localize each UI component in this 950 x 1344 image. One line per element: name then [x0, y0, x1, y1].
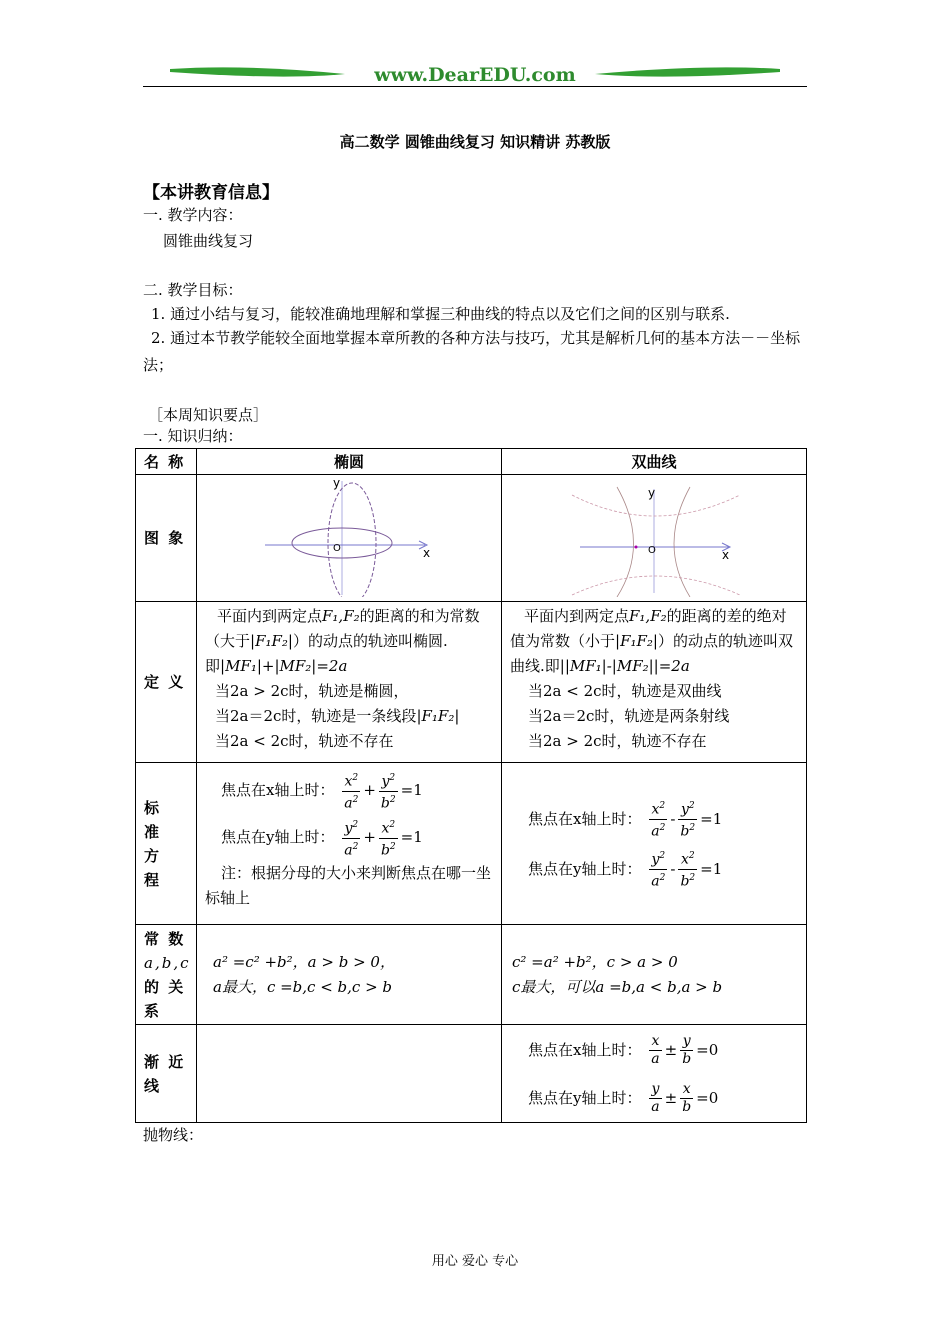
- hyper-rel-2: c最大，可以a =b,a < b,a > b: [512, 977, 723, 996]
- row-const-label-2: 的 关 系: [144, 977, 186, 1020]
- asym-x-label: 焦点在x轴上时：: [528, 1040, 642, 1059]
- ellipse-graph-cell: [197, 475, 502, 602]
- hyper-eq-x-label: 焦点在x轴上时：: [528, 809, 642, 828]
- ellipse-vertical: [328, 483, 376, 597]
- col-name: 名 称: [136, 449, 197, 475]
- table-row-equation: [136, 763, 807, 925]
- ellipse-eq-x: 焦点在x轴上时： $\frac{x^2}{a^2}$ + $\frac{y^2}{b^2}$ =1: [205, 767, 495, 813]
- hyper-def-text: [510, 604, 800, 679]
- y-label: y: [648, 486, 656, 500]
- frac-x2-a2: $\frac{x^2}{a^2}$: [649, 798, 667, 840]
- hyper-eq-x: 焦点在x轴上时： $\frac{x^2}{a^2}$ - $\frac{y^2}{b^2}$ =1: [528, 794, 800, 844]
- ellipse-case-3: 当2a < 2c时，轨迹不存在: [215, 732, 394, 750]
- table-row-asymptote: [136, 1025, 807, 1123]
- hyper-def-eq: ||MF₁|-|MF₂||=2a: [559, 657, 690, 675]
- hyperbola-upper-branch: [572, 495, 740, 516]
- frac-x2-b2: $\frac{x^2}{b^2}$: [678, 848, 697, 890]
- frac-x-b: $\frac{x}{b}$: [682, 1081, 692, 1115]
- ellipse-graph: [197, 475, 501, 597]
- origin-label: O: [648, 545, 656, 556]
- frac-x2-a2: $\frac{x^2}{a^2}$: [342, 770, 360, 812]
- row-const-label: [136, 925, 197, 1025]
- item2-heading: 二. 教学目标：: [143, 281, 243, 299]
- hyper-def-foci: F₁,F₂: [629, 607, 667, 625]
- asym-x: 焦点在x轴上时： $\frac{x}{a}$ ± $\frac{y}{b}$ =0: [528, 1033, 719, 1067]
- section-title: 【本讲教育信息】: [143, 183, 279, 203]
- row-image-label: 图 象: [136, 475, 197, 602]
- hyper-case-1: 当2a < 2c时，轨迹是双曲线: [528, 682, 722, 700]
- ellipse-equations: [197, 763, 502, 925]
- ellipse-def-part3: ）的动点的轨迹叫椭圆.即: [205, 632, 448, 675]
- header-rule: [143, 86, 807, 87]
- ellipse-eq-y: 焦点在y轴上时： $\frac{y^2}{a^2}$ + $\frac{x^2}{b^2}$ =1: [205, 813, 495, 861]
- hyperbola-lower-branch: [572, 576, 740, 595]
- hyperbola-right-branch: [674, 487, 690, 597]
- ellipse-definition: [197, 602, 502, 763]
- frac-y-a: $\frac{y}{a}$: [651, 1081, 660, 1115]
- row-asym-label: 渐 近 线: [136, 1025, 197, 1123]
- hyperbola-graph-cell: [502, 475, 807, 602]
- ellipse-case-2-seg: |F₁F₂|: [416, 707, 460, 725]
- svg-text:www.DearEDU.com: www.DearEDU.com: [374, 64, 576, 86]
- asym-y-label: 焦点在y轴上时：: [528, 1088, 642, 1107]
- frac-x2-b2: $\frac{x^2}{b^2}$: [379, 817, 398, 859]
- frac-x-a: $\frac{x}{a}$: [651, 1033, 660, 1067]
- ellipse-note: 注：根据分母的大小来判断焦点在哪一坐标轴上: [205, 864, 492, 907]
- ellipse-def-part1: 平面内到两定点: [217, 607, 323, 625]
- ellipse-case-2: [205, 704, 495, 729]
- hyperbola-equations: [502, 763, 807, 925]
- ellipse-rel-1: a² =c² +b²，a > b > 0，: [213, 952, 395, 971]
- frac-y2-a2: $\frac{y^2}{a^2}$: [342, 817, 360, 859]
- ellipse-def-ff: |F₁F₂|: [250, 632, 293, 650]
- hyperbola-asymptote: [502, 1025, 807, 1123]
- y-label: y: [333, 476, 341, 490]
- hyper-eq-y-label: 焦点在y轴上时：: [528, 859, 642, 878]
- parabola-heading: 抛物线：: [143, 1126, 204, 1144]
- hyperbola-graph: [502, 475, 806, 597]
- frac-y2-a2: $\frac{y^2}{a^2}$: [649, 848, 667, 890]
- hyper-rel-1: c² =a² +b²，c > a > 0: [512, 952, 678, 971]
- ellipse-def-part2: 的距离的和为常数（大于: [205, 607, 480, 650]
- col-ellipse: 椭圆: [197, 449, 502, 475]
- ellipse-eq-x-label: 焦点在x轴上时：: [221, 781, 335, 799]
- row-def-label: 定 义: [136, 602, 197, 763]
- hyperbola-relation: [502, 925, 807, 1025]
- row-eq-label: 标 准 方 程: [136, 763, 197, 925]
- page-title: 高二数学 圆锥曲线复习 知识精讲 苏教版: [339, 133, 611, 151]
- hyper-def-part1: 平面内到两定点: [524, 607, 630, 625]
- footer: 用心 爱心 专心: [431, 1254, 519, 1269]
- item1-heading: 一. 教学内容：: [143, 206, 243, 224]
- week-points: ［本周知识要点］: [148, 406, 269, 424]
- table-row-image: [136, 475, 807, 602]
- frac-y2-b2: $\frac{y^2}{b^2}$: [678, 798, 697, 840]
- hyper-def-ff: |F₁F₂|: [615, 632, 658, 650]
- frac-y2-b2: $\frac{y^2}{b^2}$: [379, 770, 398, 812]
- frac-y-b: $\frac{y}{b}$: [682, 1033, 692, 1067]
- table-header-row: [136, 449, 807, 475]
- ellipse-def-eq: |MF₁|+|MF₂|=2a: [220, 657, 348, 675]
- ellipse-def-text: [205, 604, 495, 679]
- ellipse-asymptote: [197, 1025, 502, 1123]
- focus-point: [635, 546, 638, 549]
- goal-1: 1. 通过小结与复习，能较准确地理解和掌握三种曲线的特点以及它们之间的区别与联系.: [151, 305, 730, 323]
- item3-heading: 一. 知识归纳：: [143, 427, 243, 445]
- ellipse-def-foci: F₁,F₂: [322, 607, 360, 625]
- x-label: x: [722, 548, 730, 562]
- hyper-def-part3: ）的动点的轨迹叫双曲线.即: [510, 632, 793, 675]
- ellipse-relation: [197, 925, 502, 1025]
- row-const-label-1: 常 数: [144, 929, 186, 948]
- col-hyperbola: 双曲线: [502, 449, 807, 475]
- hyper-eq-y: 焦点在y轴上时： $\frac{y^2}{a^2}$ - $\frac{x^2}{b^2}$ =1: [528, 844, 800, 894]
- x-label: x: [423, 546, 431, 560]
- table-row-definition: [136, 602, 807, 763]
- table-row-constants: [136, 925, 807, 1025]
- row-const-vars: a,b,c: [144, 953, 191, 972]
- ellipse-eq-y-label: 焦点在y轴上时：: [221, 828, 335, 846]
- ellipse-case-1: 当2a > 2c时，轨迹是椭圆，: [215, 682, 409, 700]
- hyperbola-definition: [502, 602, 807, 763]
- header-logo: [165, 62, 785, 86]
- goal-2: 2. 通过本节教学能较全面地掌握本章所教的各种方法与技巧，尤其是解析几何的基本方法－－坐标法；: [143, 329, 801, 374]
- item1-body: 圆锥曲线复习: [163, 232, 254, 250]
- hyper-case-3: 当2a > 2c时，轨迹不存在: [528, 732, 707, 750]
- ellipse-case-2-text: 当2a＝2c时，轨迹是一条线段: [215, 707, 417, 725]
- hyper-case-2: 当2a＝2c时，轨迹是两条射线: [528, 707, 730, 725]
- hyperbola-left-branch: [617, 487, 634, 597]
- origin-label: O: [333, 543, 341, 554]
- ellipse-rel-2: a最大，c =b,c < b,c > b: [213, 977, 393, 996]
- hyper-def-part2: 的距离的差的绝对值为常数（小于: [510, 607, 787, 650]
- asym-y: 焦点在y轴上时： $\frac{y}{a}$ ± $\frac{x}{b}$ =0: [528, 1081, 719, 1115]
- knowledge-table: [135, 448, 807, 1123]
